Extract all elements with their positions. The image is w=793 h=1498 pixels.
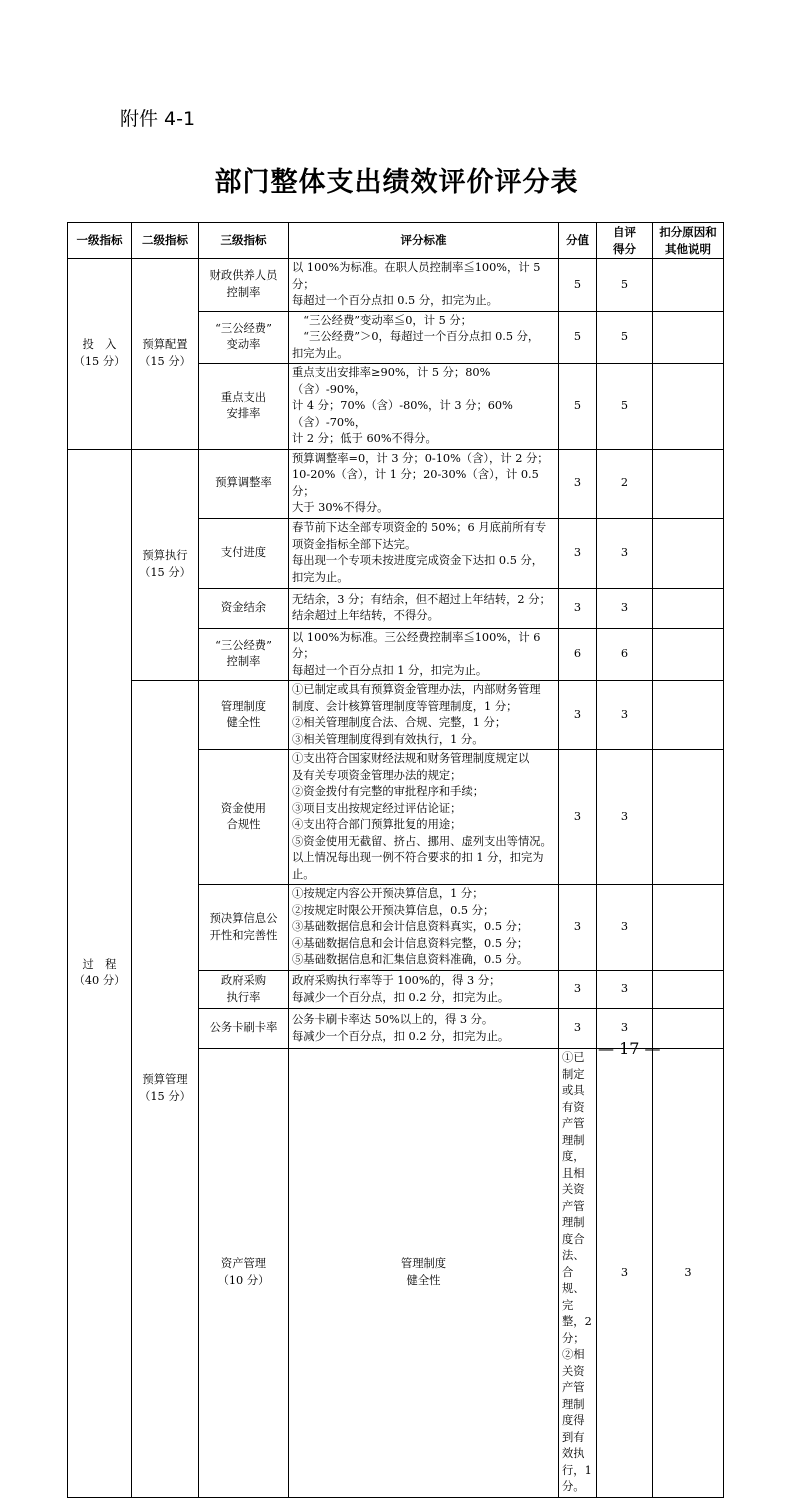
level3-name: “三公经费” 变动率 — [199, 311, 289, 364]
note-cell — [653, 628, 724, 681]
score-cell: 3 — [559, 1009, 597, 1049]
score-cell: 3 — [559, 518, 597, 588]
self-score-cell: 5 — [597, 364, 653, 450]
header-self-score: 自评 得分 — [597, 223, 653, 259]
header-score: 分值 — [559, 223, 597, 259]
criteria-cell: ①已制定或具有预算资金管理办法，内部财务管理 制度、会计核算管理制度等管理制度，1 分； ②相关管理制度合法、合规、完整，1 分； ③相关管理制度得到有效执行，1 分。 — [289, 681, 559, 750]
note-cell — [653, 1009, 724, 1049]
criteria-cell: 重点支出安排率≥90%，计 5 分；80%（含）-90%， 计 4 分；70%（含）-80%，计 3 分；60%（含）-70%， 计 2 分；低于 60%不得分。 — [289, 364, 559, 450]
page-title: 部门整体支出绩效评价评分表 — [214, 167, 579, 198]
criteria-cell: 春节前下达全部专项资金的 50%；6 月底前所有专 项资金指标全部下达完。 每出现一个专项未按进度完成资金下达扣 0.5 分， 扣完为止。 — [289, 518, 559, 588]
level2-budget-management: 预算管理 （15 分） — [132, 681, 199, 1498]
level1-process: 过 程 （40 分） — [68, 449, 132, 1497]
note-cell — [653, 971, 724, 1009]
score-table — [67, 222, 724, 1498]
header-level2: 二级指标 — [132, 223, 199, 259]
score-cell: 5 — [559, 259, 597, 312]
level2-asset-management: 资产管理 （10 分） — [199, 1049, 289, 1498]
header-criteria: 评分标准 — [289, 223, 559, 259]
self-score-cell: 3 — [597, 885, 653, 971]
criteria-cell: “三公经费”变动率≦0，计 5 分； “三公经费”＞0，每超过一个百分点扣 0.5 分， 扣完为止。 — [289, 311, 559, 364]
attachment-label: 附件 4-1 — [120, 108, 196, 130]
self-score-cell: 3 — [597, 518, 653, 588]
note-cell — [653, 750, 724, 885]
note-cell — [653, 588, 724, 628]
level3-name: 支付进度 — [199, 518, 289, 588]
self-score-cell: 3 — [597, 971, 653, 1009]
self-score-cell: 3 — [597, 750, 653, 885]
score-cell: 3 — [559, 971, 597, 1009]
level3-name: 预决算信息公 开性和完善性 — [199, 885, 289, 971]
level3-name: 重点支出 安排率 — [199, 364, 289, 450]
self-score-cell: 3 — [653, 1049, 724, 1498]
self-score-cell: 5 — [597, 311, 653, 364]
self-score-cell: 2 — [597, 449, 653, 518]
self-score-cell: 3 — [597, 588, 653, 628]
level3-name: 管理制度 健全性 — [199, 681, 289, 750]
self-score-cell: 5 — [597, 259, 653, 312]
score-cell: 3 — [597, 1049, 653, 1498]
self-score-cell: 6 — [597, 628, 653, 681]
score-cell: 3 — [559, 750, 597, 885]
table-row — [68, 449, 724, 518]
note-cell — [653, 311, 724, 364]
note-cell — [653, 364, 724, 450]
criteria-cell: 预算调整率=0，计 3 分；0-10%（含），计 2 分； 10-20%（含），计 1 分；20-30%（含），计 0.5 分； 大于 30%不得分。 — [289, 449, 559, 518]
score-cell: 6 — [559, 628, 597, 681]
score-cell: 3 — [559, 681, 597, 750]
note-cell — [653, 259, 724, 312]
criteria-cell: 政府采购执行率等于 100%的，得 3 分； 每减少一个百分点，扣 0.2 分，扣完为止。 — [289, 971, 559, 1009]
criteria-cell: 以 100%为标准。三公经费控制率≦100%，计 6 分； 每超过一个百分点扣 1 分，扣完为止。 — [289, 628, 559, 681]
level3-name: 公务卡刷卡率 — [199, 1009, 289, 1049]
self-score-cell: 3 — [597, 1009, 653, 1049]
level2-budget-execution: 预算执行 （15 分） — [132, 449, 199, 681]
note-cell — [653, 518, 724, 588]
table-row — [68, 259, 724, 312]
level3-name: 资金结余 — [199, 588, 289, 628]
header-level3: 三级指标 — [199, 223, 289, 259]
criteria-cell: ①支出符合国家财经法规和财务管理制度规定以 及有关专项资金管理办法的规定； ②资金拨付有完整的审批程序和手续； ③项目支出按规定经过评估论证； ④支出符合部门预算批复的用途； ⑤资金使用无截留、挤占、挪用、虚列支出等情况。 以上情况每出现一例不符合要求的扣 1 分，扣完为止。 — [289, 750, 559, 885]
level3-name: 政府采购 执行率 — [199, 971, 289, 1009]
criteria-cell: 以 100%为标准。在职人员控制率≦100%，计 5 分； 每超过一个百分点扣 0.5 分，扣完为止。 — [289, 259, 559, 312]
note-cell — [653, 885, 724, 971]
level3-name: 资金使用 合规性 — [199, 750, 289, 885]
criteria-cell: 无结余，3 分；有结余，但不超过上年结转，2 分； 结余超过上年结转，不得分。 — [289, 588, 559, 628]
self-score-cell: 3 — [597, 681, 653, 750]
table-header-row — [68, 223, 724, 259]
level3-name: 财政供养人员 控制率 — [199, 259, 289, 312]
level3-name: 预算调整率 — [199, 449, 289, 518]
header-level1: 一级指标 — [68, 223, 132, 259]
score-cell: 3 — [559, 588, 597, 628]
level2-budget-allocation: 预算配置 （15 分） — [132, 259, 199, 450]
criteria-cell: ①已制定或具有资产管理制度，且相关资产管理制 度合法、合规、完整，2 分； ②相关资产管理制度得到有效执行，1 分。 — [559, 1049, 597, 1498]
score-cell: 5 — [559, 364, 597, 450]
page-number: — 17 — — [598, 1039, 661, 1058]
level1-input: 投 入 （15 分） — [68, 259, 132, 450]
score-cell: 3 — [559, 449, 597, 518]
level3-name: “三公经费” 控制率 — [199, 628, 289, 681]
note-cell — [653, 681, 724, 750]
note-cell — [653, 449, 724, 518]
criteria-cell: ①按规定内容公开预决算信息，1 分； ②按规定时限公开预决算信息，0.5 分； ③基础数据信息和会计信息资料真实，0.5 分； ④基础数据信息和会计信息资料完整，0.5 分； ⑤基础数据信息和汇集信息资料准确，0.5 分。 — [289, 885, 559, 971]
score-cell: 3 — [559, 885, 597, 971]
score-cell: 5 — [559, 311, 597, 364]
level3-name: 管理制度 健全性 — [289, 1049, 559, 1498]
header-notes: 扣分原因和 其他说明 — [653, 223, 724, 259]
criteria-cell: 公务卡刷卡率达 50%以上的，得 3 分。 每减少一个百分点，扣 0.2 分，扣完为止。 — [289, 1009, 559, 1049]
table-row — [68, 681, 724, 750]
